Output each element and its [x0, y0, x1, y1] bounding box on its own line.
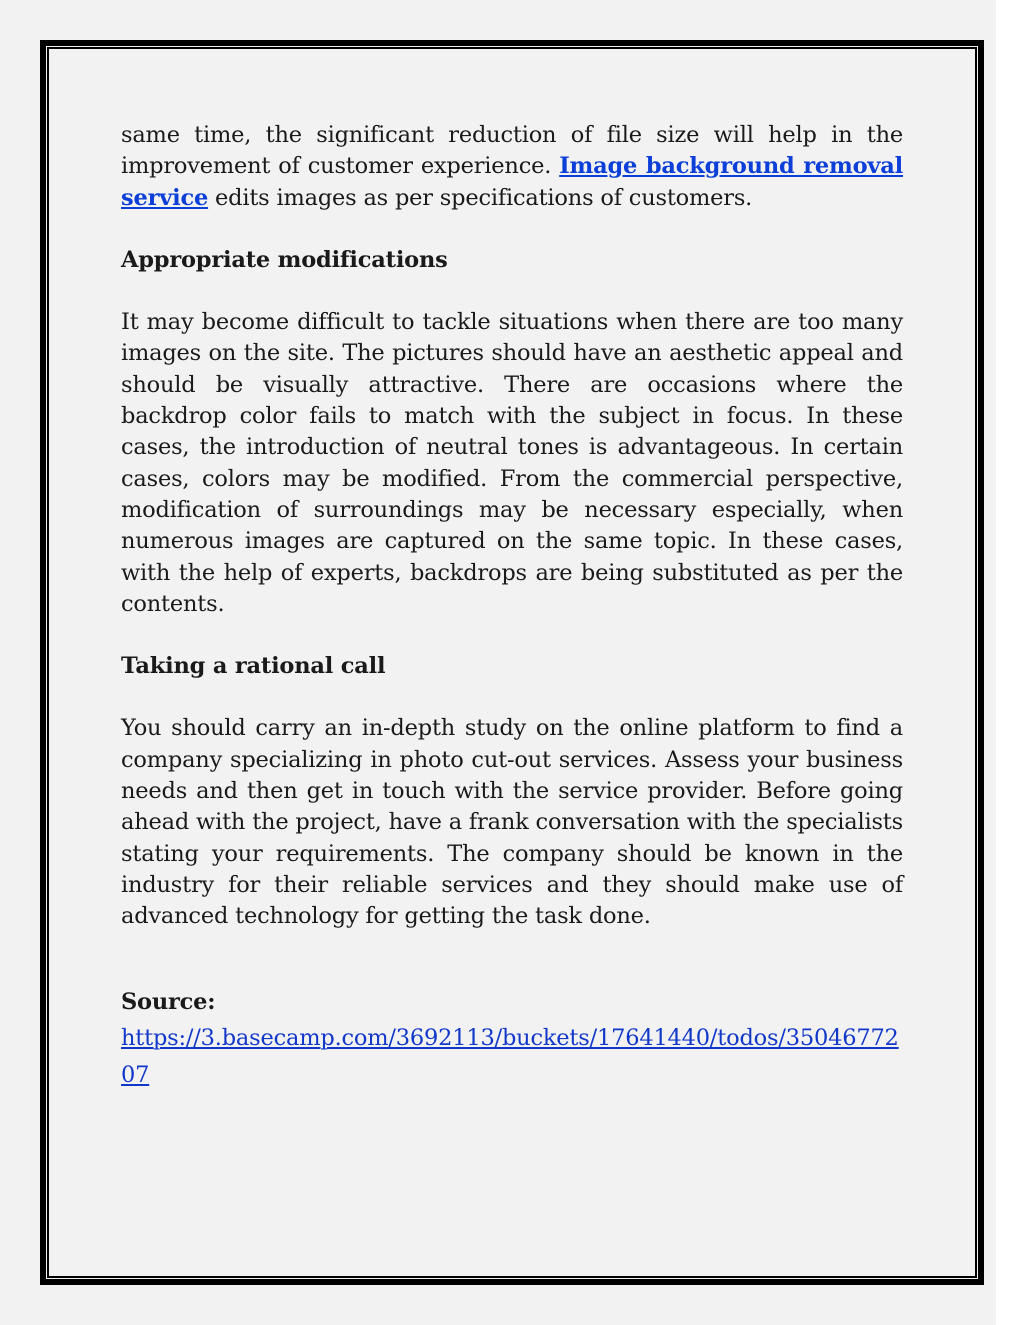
paragraph-spacer — [121, 620, 903, 651]
source-url-link[interactable]: https://3.basecamp.com/3692113/buckets/17641440/todos/3504677207 — [121, 1024, 899, 1088]
section-heading-taking-a-rational-call: Taking a rational call — [121, 653, 386, 680]
paragraph-spacer — [121, 682, 903, 713]
paragraph-spacer — [121, 276, 903, 307]
paragraph-spacer — [121, 214, 903, 245]
document-body — [121, 120, 903, 1094]
source-label: Source: — [121, 988, 216, 1015]
section-body-taking-a-rational-call: You should carry an in-depth study on the online platform to find a company specializing in photo cut-out services. Assess your business needs and then get in touch with the service provider. Before going ahead with the project, have a frank conversation with the specialists stating your requirements. The company should be known in the industry for their reliable services and they should make use of advanced technology for getting the task done. — [121, 715, 903, 930]
image-background-removal-service-link[interactable]: Image background removal service — [121, 153, 903, 211]
intro-text-after-link: edits images as per specifications of customers. — [208, 184, 753, 211]
source-block — [121, 985, 903, 1094]
intro-text-before-link: same time, the significant reduction of file size will help in the improvement of customer experience. — [121, 122, 903, 180]
section-body-appropriate-modifications: It may become difficult to tackle situations when there are too many images on the site. The pictures should have an aesthetic appeal and should be visually attractive. There are occasions where the backdrop color fails to match with the subject in focus. In these cases, the introduction of neutral tones is advantageous. In certain cases, colors may be modified. From the commercial perspective, modification of surroundings may be necessary especially, when numerous images are captured on the same topic. In these cases, with the help of experts, backdrops are being substituted as per the contents. — [121, 309, 903, 617]
section-heading-appropriate-modifications: Appropriate modifications — [121, 246, 448, 273]
intro-paragraph — [121, 120, 903, 214]
